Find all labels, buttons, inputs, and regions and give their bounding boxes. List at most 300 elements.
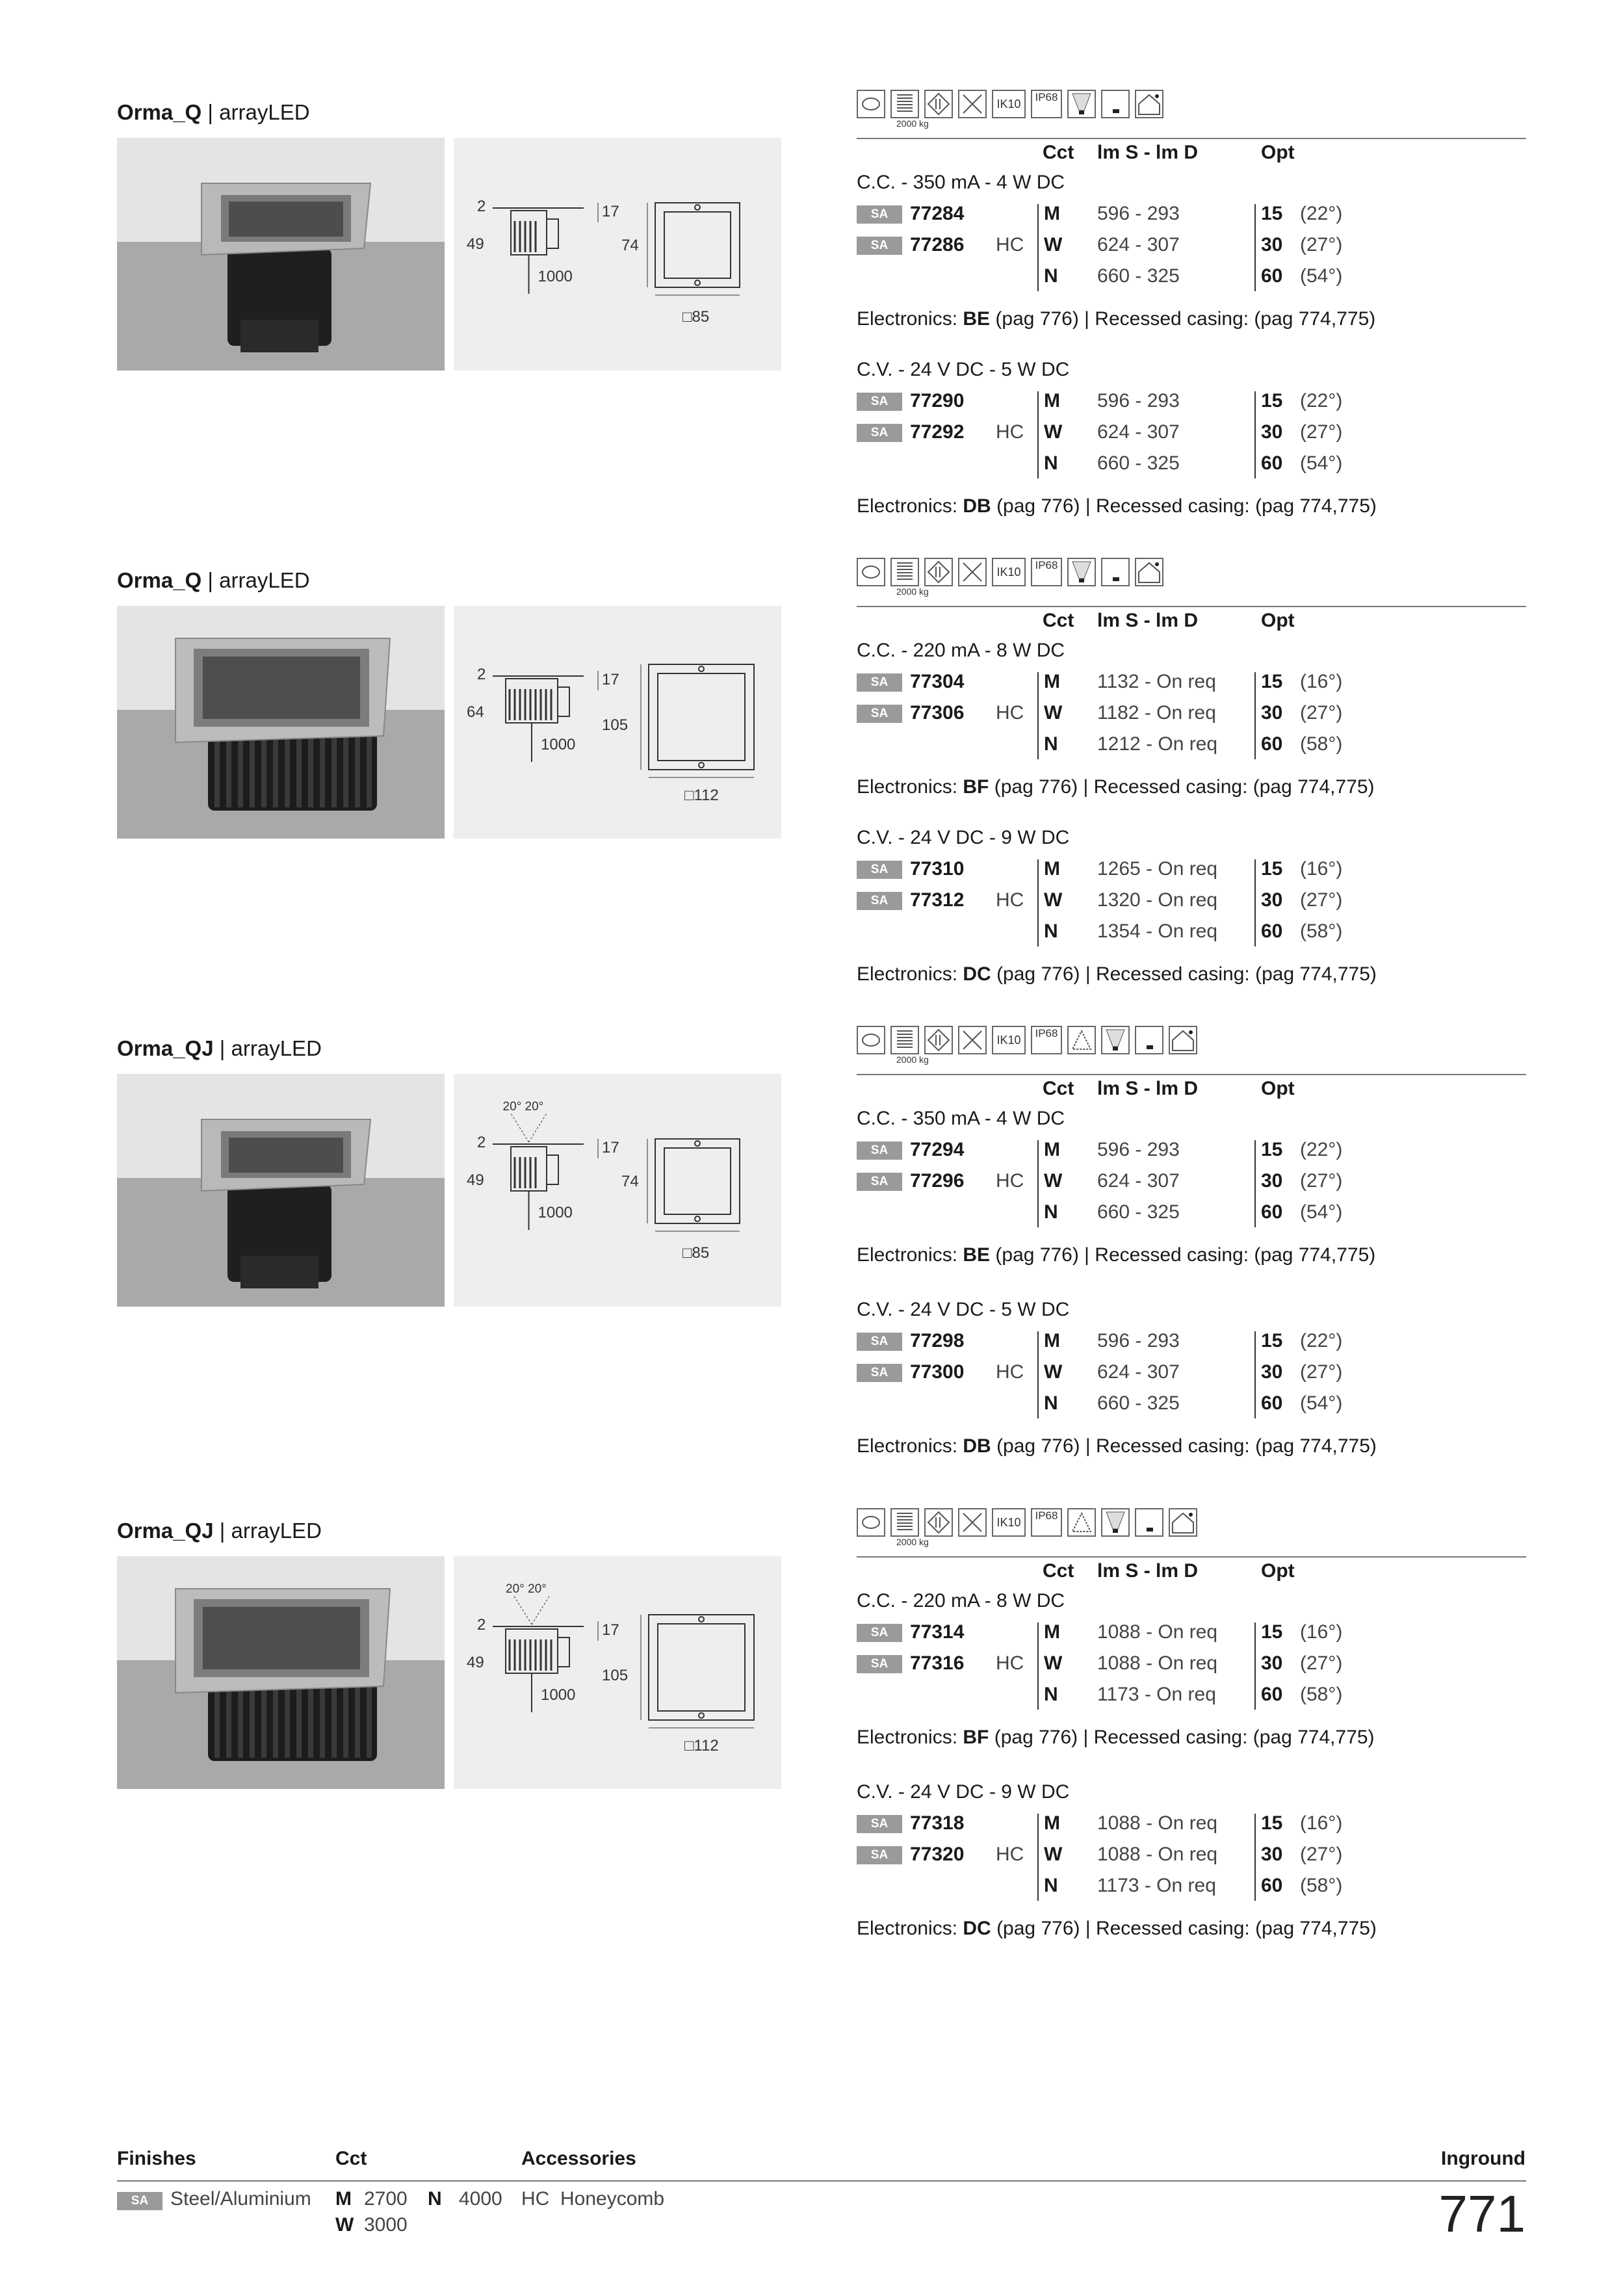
electronics-note — [857, 1727, 1375, 1749]
col-header-lumen: lm S - lm D — [1097, 1560, 1199, 1582]
beam-angle: (27°) — [1300, 1170, 1343, 1192]
optic-code: 30 — [1261, 889, 1283, 911]
tools-icon — [924, 1026, 953, 1054]
walk-over-icon — [958, 558, 987, 586]
glare-icon — [1101, 1508, 1130, 1537]
dim-label-2: 2 — [477, 1134, 486, 1151]
safe-icon — [1067, 1508, 1096, 1537]
dim-label-17: 17 — [602, 1139, 619, 1156]
product-code: 77318 — [910, 1812, 965, 1834]
finish-sa-badge: SA — [857, 1333, 902, 1351]
col-header-cct: Cct — [1043, 1078, 1074, 1099]
optic-code: 30 — [1261, 421, 1283, 443]
floor-icon — [1101, 558, 1130, 586]
col-header-opt: Opt — [1261, 142, 1295, 163]
beam-angle: (58°) — [1300, 1875, 1343, 1896]
finish-sa-badge: SA — [857, 1364, 902, 1382]
lumen-value: 596 - 293 — [1097, 203, 1180, 224]
cct-divider — [1037, 1814, 1039, 1901]
product-subtitle: arrayLED — [219, 100, 310, 124]
technical-drawing — [454, 606, 781, 839]
beam-icon — [857, 558, 885, 586]
product-photo — [117, 1556, 445, 1789]
cct-code: M — [1044, 1621, 1060, 1643]
optic-code: 30 — [1261, 1844, 1283, 1865]
product-name: Orma_QJ — [117, 1519, 214, 1543]
ground-icon — [1135, 558, 1163, 586]
col-header-cct: Cct — [1043, 610, 1074, 631]
finish-sa-badge: SA — [117, 2192, 162, 2210]
product-title — [117, 100, 310, 125]
optic-code: 15 — [1261, 1621, 1283, 1643]
beam-angle: (22°) — [1300, 390, 1343, 411]
beam-angle: (54°) — [1300, 1392, 1343, 1414]
beam-angle: (27°) — [1300, 234, 1343, 255]
opt-divider — [1254, 1331, 1256, 1418]
opt-divider — [1254, 1623, 1256, 1710]
electronics-code: BF — [963, 1727, 989, 1748]
finish-sa-badge: SA — [857, 861, 902, 879]
dim-label-size: □112 — [684, 787, 719, 804]
lumen-value: 1212 - On req — [1097, 733, 1218, 755]
col-header-lumen: lm S - lm D — [1097, 142, 1199, 163]
opt-divider — [1254, 204, 1256, 291]
product-name: Orma_Q — [117, 568, 202, 592]
group-title: C.V. - 24 V DC - 5 W DC — [857, 359, 1070, 380]
finish-sa-badge: SA — [857, 892, 902, 910]
product-title — [117, 1519, 322, 1543]
product-code: 77304 — [910, 671, 965, 692]
walk-over-icon — [958, 1026, 987, 1054]
electronics-suffix: (pag 776) | Recessed casing: (pag 774,775) — [989, 1727, 1375, 1748]
col-header-cct: Cct — [1043, 142, 1074, 163]
beam-angle: (58°) — [1300, 733, 1343, 755]
electronics-code: BE — [963, 308, 991, 330]
lumen-value: 1088 - On req — [1097, 1844, 1218, 1865]
finish-sa-badge: SA — [857, 1141, 902, 1160]
group-title: C.C. - 350 mA - 4 W DC — [857, 172, 1065, 193]
lumen-value: 624 - 307 — [1097, 1361, 1180, 1383]
dim-label-cable: 1000 — [541, 1686, 576, 1704]
cct-code: N — [1044, 452, 1058, 474]
product-code: 77320 — [910, 1844, 965, 1865]
finish-name: Steel/Aluminium — [170, 2188, 311, 2210]
dim-label-2: 2 — [477, 666, 486, 683]
footer-accessories-heading: Accessories — [521, 2148, 636, 2169]
electronics-code: DB — [963, 1435, 991, 1457]
glare-icon — [1067, 558, 1096, 586]
electronics-note — [857, 1244, 1375, 1266]
beam-angle: (27°) — [1300, 702, 1343, 724]
electronics-suffix: (pag 776) | Recessed casing: (pag 774,775) — [990, 1244, 1376, 1266]
cct-code: M — [1044, 1139, 1060, 1160]
ik-rating-icon: IK10 — [992, 558, 1026, 586]
electronics-suffix: (pag 776) | Recessed casing: (pag 774,775) — [991, 1918, 1377, 1939]
lumen-value: 1173 - On req — [1097, 1875, 1216, 1896]
floor-icon — [1135, 1026, 1163, 1054]
lumen-value: 624 - 307 — [1097, 421, 1180, 443]
beam-angle: (27°) — [1300, 1844, 1343, 1865]
product-name: Orma_QJ — [117, 1036, 214, 1060]
footer-category: Inground — [1441, 2148, 1526, 2169]
optic-code: 15 — [1261, 1139, 1283, 1160]
cct-code: N — [1044, 265, 1058, 287]
product-code: 77298 — [910, 1330, 965, 1351]
product-code: 77292 — [910, 421, 965, 443]
optic-code: 30 — [1261, 1170, 1283, 1192]
walk-over-icon — [958, 1508, 987, 1537]
accessory-code: HC — [996, 702, 1024, 724]
beam-angle: (54°) — [1300, 265, 1343, 287]
footer-finishes-heading: Finishes — [117, 2148, 196, 2169]
title-separator: | — [213, 1519, 231, 1543]
col-header-opt: Opt — [1261, 610, 1295, 631]
cct-code: W — [1044, 421, 1063, 443]
product-code: 77300 — [910, 1361, 965, 1383]
product-code: 77296 — [910, 1170, 965, 1192]
electronics-code: DB — [963, 495, 991, 517]
electronics-suffix: (pag 776) | Recessed casing: (pag 774,775) — [991, 1435, 1377, 1457]
dim-label-angle: 20° 20° — [506, 1582, 547, 1596]
beam-angle: (54°) — [1300, 452, 1343, 474]
cct-code: W — [1044, 889, 1063, 911]
cct-code: W — [1044, 1652, 1063, 1674]
load-rating-label: 2000 kg — [896, 118, 929, 129]
optic-code: 60 — [1261, 1201, 1283, 1223]
dim-label-2: 2 — [477, 198, 486, 215]
optic-code: 15 — [1261, 1330, 1283, 1351]
group-title: C.C. - 220 mA - 8 W DC — [857, 640, 1065, 661]
beam-angle: (54°) — [1300, 1201, 1343, 1223]
glare-icon — [1067, 90, 1096, 118]
product-code: 77312 — [910, 889, 965, 911]
load-rating-label: 2000 kg — [896, 1054, 929, 1065]
dim-label-size: □85 — [682, 308, 710, 326]
ik-rating-icon: IK10 — [992, 90, 1026, 118]
lumen-value: 624 - 307 — [1097, 234, 1180, 255]
optic-code: 15 — [1261, 203, 1283, 224]
electronics-prefix: Electronics: — [857, 1727, 963, 1748]
finish-sa-badge: SA — [857, 673, 902, 692]
opt-divider — [1254, 859, 1256, 946]
finish-sa-badge: SA — [857, 1655, 902, 1673]
ground-icon — [1169, 1026, 1197, 1054]
optic-code: 60 — [1261, 452, 1283, 474]
optic-code: 60 — [1261, 265, 1283, 287]
page-number: 771 — [1438, 2185, 1526, 2243]
electronics-code: DC — [963, 1918, 991, 1939]
finish-sa-badge: SA — [857, 237, 902, 255]
group-title: C.V. - 24 V DC - 5 W DC — [857, 1299, 1070, 1320]
cct-code: N — [1044, 1392, 1058, 1414]
floor-icon — [1101, 90, 1130, 118]
ik-rating-icon: IK10 — [992, 1508, 1026, 1537]
beam-angle: (16°) — [1300, 858, 1343, 880]
cct-divider — [1037, 1623, 1039, 1710]
product-photo — [117, 138, 445, 371]
dim-label-17: 17 — [602, 671, 619, 688]
cct-w-code: W — [335, 2214, 354, 2236]
lumen-value: 596 - 293 — [1097, 1139, 1180, 1160]
beam-angle: (16°) — [1300, 1812, 1343, 1834]
optic-code: 15 — [1261, 1812, 1283, 1834]
electronics-code: BE — [963, 1244, 991, 1266]
optic-code: 30 — [1261, 702, 1283, 724]
ip-rating-icon: IP68 — [1031, 1026, 1062, 1054]
electronics-prefix: Electronics: — [857, 495, 963, 517]
product-code: 77284 — [910, 203, 965, 224]
finish-sa-badge: SA — [857, 1846, 902, 1864]
beam-angle: (22°) — [1300, 1330, 1343, 1351]
accessory-code: HC — [996, 421, 1024, 443]
cct-w-value: 3000 — [364, 2214, 408, 2236]
ip-rating-icon: IP68 — [1031, 90, 1062, 118]
safe-icon — [1067, 1026, 1096, 1054]
product-code: 77306 — [910, 702, 965, 724]
electronics-prefix: Electronics: — [857, 1435, 963, 1457]
electronics-suffix: (pag 776) | Recessed casing: (pag 774,775) — [991, 963, 1377, 985]
optic-code: 60 — [1261, 1875, 1283, 1896]
finish-sa-badge: SA — [857, 424, 902, 442]
optic-code: 60 — [1261, 733, 1283, 755]
electronics-suffix: (pag 776) | Recessed casing: (pag 774,775) — [991, 495, 1377, 517]
lumen-value: 596 - 293 — [1097, 1330, 1180, 1351]
finish-sa-badge: SA — [857, 1624, 902, 1642]
optic-code: 30 — [1261, 1652, 1283, 1674]
cct-divider — [1037, 1331, 1039, 1418]
beam-angle: (16°) — [1300, 671, 1343, 692]
beam-icon — [857, 1026, 885, 1054]
dim-label-depth: 105 — [602, 1667, 629, 1684]
cct-code: W — [1044, 234, 1063, 255]
beam-angle: (22°) — [1300, 203, 1343, 224]
beam-angle: (27°) — [1300, 1361, 1343, 1383]
dim-label-height: 49 — [467, 1654, 484, 1671]
group-title: C.V. - 24 V DC - 9 W DC — [857, 1781, 1070, 1803]
lumen-value: 660 - 325 — [1097, 265, 1180, 287]
electronics-prefix: Electronics: — [857, 776, 963, 798]
lumen-value: 624 - 307 — [1097, 1170, 1180, 1192]
cct-divider — [1037, 1140, 1039, 1227]
title-separator: | — [201, 100, 220, 124]
electronics-prefix: Electronics: — [857, 1918, 963, 1939]
load-icon — [890, 90, 919, 118]
accessory-code: HC — [996, 889, 1024, 911]
product-subtitle: arrayLED — [231, 1519, 322, 1543]
load-rating-label: 2000 kg — [896, 1537, 929, 1547]
cct-divider — [1037, 672, 1039, 759]
dim-label-size: □85 — [682, 1244, 710, 1262]
accessory-code: HC — [996, 1844, 1024, 1865]
optic-code: 15 — [1261, 858, 1283, 880]
lumen-value: 1354 - On req — [1097, 920, 1218, 942]
electronics-note — [857, 776, 1375, 798]
technical-drawing — [454, 138, 781, 371]
product-code: 77286 — [910, 234, 965, 255]
tools-icon — [924, 90, 953, 118]
lumen-value: 660 - 325 — [1097, 1201, 1180, 1223]
lumen-value: 1088 - On req — [1097, 1621, 1218, 1643]
glare-icon — [1101, 1026, 1130, 1054]
electronics-note — [857, 308, 1375, 330]
tools-icon — [924, 1508, 953, 1537]
table-rule — [857, 1556, 1526, 1558]
group-title: C.C. - 350 mA - 4 W DC — [857, 1108, 1065, 1129]
beam-angle: (58°) — [1300, 1684, 1343, 1705]
beam-angle: (22°) — [1300, 1139, 1343, 1160]
opt-divider — [1254, 1140, 1256, 1227]
product-photo — [117, 606, 445, 839]
beam-icon — [857, 1508, 885, 1537]
title-separator: | — [213, 1036, 231, 1060]
dim-label-height: 49 — [467, 235, 484, 253]
dim-label-angle: 20° 20° — [502, 1100, 544, 1114]
finish-sa-badge: SA — [857, 1815, 902, 1833]
dim-label-17: 17 — [602, 1621, 619, 1639]
cct-code: M — [1044, 390, 1060, 411]
dim-label-height: 64 — [467, 703, 484, 721]
opt-divider — [1254, 672, 1256, 759]
dim-label-height: 49 — [467, 1171, 484, 1189]
accessory-code: HC — [996, 1170, 1024, 1192]
cct-code: W — [1044, 1361, 1063, 1383]
footer-divider — [117, 2180, 1526, 2182]
electronics-note — [857, 1918, 1377, 1940]
opt-divider — [1254, 391, 1256, 478]
product-title — [117, 1036, 322, 1061]
cct-m-value: 2700 — [364, 2188, 408, 2210]
accessory-code: HC — [521, 2188, 550, 2210]
optic-code: 15 — [1261, 671, 1283, 692]
accessory-name: Honeycomb — [560, 2188, 665, 2210]
cct-divider — [1037, 859, 1039, 946]
product-subtitle: arrayLED — [231, 1036, 322, 1060]
lumen-value: 1265 - On req — [1097, 858, 1218, 880]
cct-code: N — [1044, 1201, 1058, 1223]
electronics-code: DC — [963, 963, 991, 985]
beam-angle: (58°) — [1300, 920, 1343, 942]
lumen-value: 660 - 325 — [1097, 1392, 1180, 1414]
optic-code: 60 — [1261, 1684, 1283, 1705]
finish-sa-badge: SA — [857, 205, 902, 224]
beam-angle: (27°) — [1300, 1652, 1343, 1674]
finish-sa-badge: SA — [857, 393, 902, 411]
load-rating-label: 2000 kg — [896, 586, 929, 597]
lumen-value: 1182 - On req — [1097, 702, 1216, 724]
dim-label-depth: 74 — [621, 1173, 639, 1190]
cct-divider — [1037, 391, 1039, 478]
electronics-prefix: Electronics: — [857, 1244, 963, 1266]
product-block — [0, 1431, 1623, 1939]
product-subtitle: arrayLED — [219, 568, 310, 592]
col-header-opt: Opt — [1261, 1078, 1295, 1099]
product-block — [0, 13, 1623, 517]
dim-label-2: 2 — [477, 1616, 486, 1634]
electronics-prefix: Electronics: — [857, 963, 963, 985]
cct-code: N — [1044, 733, 1058, 755]
cct-code: N — [1044, 1875, 1058, 1896]
cct-code: M — [1044, 1330, 1060, 1351]
col-header-opt: Opt — [1261, 1560, 1295, 1582]
electronics-suffix: (pag 776) | Recessed casing: (pag 774,775) — [990, 308, 1376, 330]
dim-label-cable: 1000 — [538, 268, 573, 285]
dim-label-depth: 105 — [602, 716, 629, 734]
electronics-code: BF — [963, 776, 989, 798]
cct-divider — [1037, 204, 1039, 291]
optic-code: 60 — [1261, 1392, 1283, 1414]
lumen-value: 1088 - On req — [1097, 1652, 1218, 1674]
title-separator: | — [201, 568, 220, 592]
group-title: C.V. - 24 V DC - 9 W DC — [857, 827, 1070, 848]
load-icon — [890, 1026, 919, 1054]
walk-over-icon — [958, 90, 987, 118]
dim-label-cable: 1000 — [541, 736, 576, 753]
optic-code: 30 — [1261, 1361, 1283, 1383]
cct-code: N — [1044, 1684, 1058, 1705]
product-code: 77314 — [910, 1621, 965, 1643]
lumen-value: 1320 - On req — [1097, 889, 1218, 911]
accessory-code: HC — [996, 1361, 1024, 1383]
lumen-value: 596 - 293 — [1097, 390, 1180, 411]
product-block — [0, 949, 1623, 1457]
lumen-value: 1173 - On req — [1097, 1684, 1216, 1705]
ik-rating-icon: IK10 — [992, 1026, 1026, 1054]
cct-code: M — [1044, 858, 1060, 880]
ground-icon — [1169, 1508, 1197, 1537]
cct-n-code: N — [428, 2188, 442, 2210]
cct-code: W — [1044, 702, 1063, 724]
electronics-prefix: Electronics: — [857, 308, 963, 330]
table-rule — [857, 606, 1526, 607]
footer-cct-heading: Cct — [335, 2148, 367, 2169]
finish-sa-badge: SA — [857, 1173, 902, 1191]
ground-icon — [1135, 90, 1163, 118]
cct-code: N — [1044, 920, 1058, 942]
electronics-suffix: (pag 776) | Recessed casing: (pag 774,775) — [989, 776, 1375, 798]
col-header-cct: Cct — [1043, 1560, 1074, 1582]
product-block — [0, 481, 1623, 985]
product-code: 77310 — [910, 858, 965, 880]
technical-drawing — [454, 1556, 781, 1789]
product-name: Orma_Q — [117, 100, 202, 124]
optic-code: 30 — [1261, 234, 1283, 255]
group-title: C.C. - 220 mA - 8 W DC — [857, 1590, 1065, 1611]
dim-label-depth: 74 — [621, 237, 639, 254]
product-photo — [117, 1074, 445, 1307]
beam-angle: (16°) — [1300, 1621, 1343, 1643]
cct-code: M — [1044, 671, 1060, 692]
col-header-lumen: lm S - lm D — [1097, 1078, 1199, 1099]
product-title — [117, 568, 310, 593]
product-code: 77316 — [910, 1652, 965, 1674]
lumen-value: 1088 - On req — [1097, 1812, 1218, 1834]
cct-code: M — [1044, 203, 1060, 224]
beam-angle: (27°) — [1300, 421, 1343, 443]
load-icon — [890, 558, 919, 586]
optic-code: 15 — [1261, 390, 1283, 411]
cct-code: W — [1044, 1844, 1063, 1865]
lumen-value: 1132 - On req — [1097, 671, 1216, 692]
accessory-code: HC — [996, 234, 1024, 255]
technical-drawing — [454, 1074, 781, 1307]
load-icon — [890, 1508, 919, 1537]
cct-code: W — [1044, 1170, 1063, 1192]
accessory-code: HC — [996, 1652, 1024, 1674]
ip-rating-icon: IP68 — [1031, 1508, 1062, 1537]
table-rule — [857, 1074, 1526, 1075]
product-code: 77290 — [910, 390, 965, 411]
product-code: 77294 — [910, 1139, 965, 1160]
